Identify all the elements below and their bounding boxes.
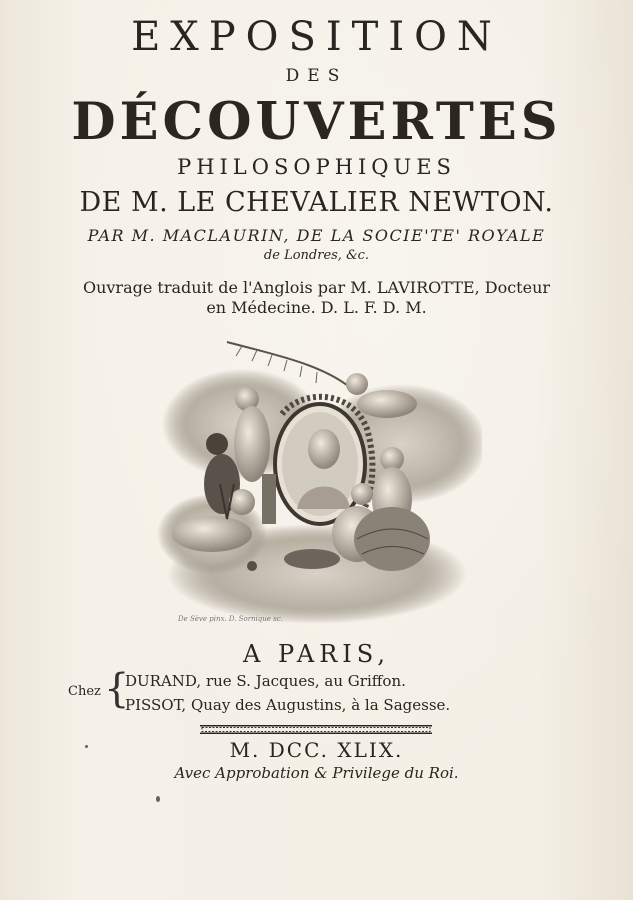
title-philosophiques: PHILOSOPHIQUES — [177, 155, 456, 179]
imprint-publisher-pissot: PISSOT, Quay des Augustins, à la Sagesse. — [125, 696, 451, 714]
frontispiece-engraving — [152, 334, 482, 630]
imprint-city: A PARIS, — [242, 640, 390, 668]
imprint-year: M. DCC. XLIX. — [229, 738, 404, 762]
imprint-publisher-durand: DURAND, rue S. Jacques, au Griffon. — [125, 672, 406, 690]
ornamental-rule — [200, 725, 432, 734]
title-decouvertes: DÉCOUVERTES — [71, 92, 562, 152]
engraving-credits: De Sève pinx. D. Sornique sc. — [178, 615, 283, 623]
author-society: de Londres, &c. — [263, 248, 370, 263]
translator-credentials: en Médecine. D. L. F. D. M. — [206, 298, 427, 317]
imprint-brace: { — [104, 666, 130, 712]
foxing-spot — [85, 745, 88, 748]
imprint-approbation: Avec Approbation & Privilege du Roi. — [174, 764, 459, 782]
imprint-chez: Chez — [68, 684, 101, 699]
translator-line: Ouvrage traduit de l'Anglois par M. LAVIROTTE, Docteur — [82, 278, 551, 297]
title-exposition: EXPOSITION — [131, 14, 502, 60]
foxing-spot — [156, 796, 160, 802]
author-line: PAR M. MACLAURIN, DE LA SOCIE'TE' ROYALE — [87, 226, 546, 245]
title-newton: DE M. LE CHEVALIER NEWTON. — [79, 187, 554, 218]
title-des: DES — [285, 66, 348, 86]
